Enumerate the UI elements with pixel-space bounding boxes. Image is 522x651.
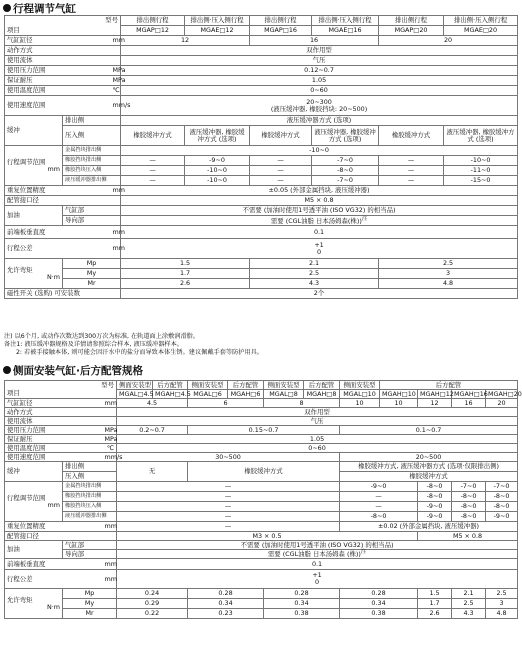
stroke-label-cell bbox=[5, 146, 63, 186]
stroke-cell: -15~0 bbox=[444, 176, 518, 186]
stroke-cell: — bbox=[121, 176, 185, 186]
stroke-cell: — bbox=[250, 166, 312, 176]
cushion-in-value: 橡胶缓冲方式 bbox=[121, 126, 185, 146]
model-cell: MGAH□12 bbox=[418, 390, 452, 399]
stroke-cell: — bbox=[379, 166, 444, 176]
model-cell: MGAH□8 bbox=[304, 390, 340, 399]
bore-value: 8 bbox=[264, 399, 340, 408]
moment-label: 允许弯矩 bbox=[7, 265, 33, 274]
moment-cell: 2.1 bbox=[452, 589, 486, 599]
model-cell: MGAH□10 bbox=[380, 390, 418, 399]
cushion-in-value: 橡胶缓冲方式 bbox=[250, 126, 312, 146]
temp-value: 0~60 bbox=[121, 86, 518, 96]
model-cell: MGAL□6 bbox=[188, 390, 228, 399]
stroke-cell: -9~0 bbox=[340, 482, 418, 492]
pressure-label: 使用压力范围 bbox=[5, 426, 103, 435]
stroke-cell: -10~0 bbox=[444, 156, 518, 166]
tol-zero: 0 bbox=[316, 247, 322, 256]
moment-cell: 0.28 bbox=[188, 589, 264, 599]
fluid-label: 使用流体 bbox=[5, 56, 121, 66]
moment-cell: 3 bbox=[486, 599, 518, 609]
mr-label: Mr bbox=[63, 279, 121, 289]
lube-cyl-part: 气缸部 bbox=[63, 206, 121, 216]
temp-label: 使用温度范围 bbox=[5, 444, 103, 453]
mp-label: Mp bbox=[63, 589, 117, 599]
bore-value: 20 bbox=[486, 399, 518, 408]
lube-cyl-value: 不需要 (加油时使用1号透平油 (ISO VG32) 的相当品) bbox=[121, 206, 518, 216]
model-cell: MGAP□20 bbox=[379, 26, 444, 36]
group-header: 侧面安装型 bbox=[264, 381, 304, 390]
stroke-cell: -11~0 bbox=[444, 166, 518, 176]
moment-label-cell bbox=[5, 589, 63, 619]
stroke-cell: — bbox=[340, 502, 418, 512]
moment-cell: 2.6 bbox=[418, 609, 452, 619]
stroke-cell: -8~0 bbox=[418, 482, 452, 492]
bore-value: 20 bbox=[379, 36, 518, 46]
stroke-metal-value: -10~0 bbox=[121, 146, 518, 156]
stroke-cell: — bbox=[121, 156, 185, 166]
moment-cell: 2.5 bbox=[250, 269, 379, 279]
proof-value: 1.05 bbox=[121, 76, 518, 86]
model-cell: MGAE□12 bbox=[185, 26, 250, 36]
note-line: 2: 若被手接触本体, 则可能会因汗水中的盐分而导致本体生锈。建议佩戴手套等防护用具。 bbox=[16, 349, 264, 357]
moment-cell: 0.34 bbox=[264, 599, 340, 609]
mp-label: Mp bbox=[63, 259, 121, 269]
group-header: 排出侧行程 bbox=[379, 16, 444, 26]
speed-value: 30~500 bbox=[117, 453, 340, 462]
stroke-cell: — bbox=[250, 176, 312, 186]
cushion-out-side: 排出侧 bbox=[63, 116, 121, 126]
repeat-cell: — bbox=[117, 522, 340, 532]
port-label: 配管接口径 bbox=[5, 532, 117, 541]
stroke-cell: — bbox=[250, 156, 312, 166]
rubber-in-label: 橡胶挡块压入侧 bbox=[63, 166, 121, 176]
rubber-in-label: 橡胶挡块压入侧 bbox=[63, 502, 117, 512]
moment-cell: 1.5 bbox=[121, 259, 250, 269]
bore-value: 12 bbox=[418, 399, 452, 408]
bore-unit: mm bbox=[112, 36, 125, 45]
cushion-label: 缓冲 bbox=[5, 462, 63, 482]
lube-cyl-part: 气缸部 bbox=[63, 541, 117, 550]
stroke-cell: — bbox=[117, 502, 340, 512]
port-value: M5 × 0.8 bbox=[121, 196, 518, 206]
moment-cell: 0.24 bbox=[117, 589, 188, 599]
cushion-out-value: 橡胶缓冲方式, 液压缓冲器方式 (选项·仅限排出侧) bbox=[340, 462, 518, 472]
proof-value: 1.05 bbox=[117, 435, 518, 444]
pressure-value: 0.1~0.7 bbox=[340, 426, 518, 435]
proof-label: 保证耐压 bbox=[5, 435, 103, 444]
group-header: 排出侧行程 bbox=[250, 16, 312, 26]
my-label: My bbox=[63, 269, 121, 279]
moment-cell: 2.1 bbox=[250, 259, 379, 269]
tol-label: 行程公差 bbox=[5, 239, 111, 259]
port-label: 配管接口径 bbox=[5, 196, 121, 206]
group-header: 排出侧·压入侧行程 bbox=[444, 16, 518, 26]
lube-guide-value: 需要 (CGL油脂 日本汤姆森 (株)) bbox=[267, 550, 361, 559]
port-value: M5 × 0.8 bbox=[418, 532, 518, 541]
stroke-label: 行程调节范围 bbox=[7, 157, 46, 166]
speed-unit: mm/s bbox=[111, 96, 121, 116]
stroke-cell: -9~0 bbox=[486, 512, 518, 522]
stroke-cell: — bbox=[121, 166, 185, 176]
lube-guide-cell bbox=[121, 216, 518, 226]
moment-cell: 2.5 bbox=[379, 259, 518, 269]
plate-label: 前端板垂直度 bbox=[5, 226, 111, 239]
stroke-cell: -7~0 bbox=[486, 482, 518, 492]
cushion-in-value: 橡胶缓冲方式 bbox=[340, 472, 518, 482]
bore-value: 16 bbox=[452, 399, 486, 408]
switch-value: 2个 bbox=[121, 289, 518, 299]
fluid-value: 气压 bbox=[121, 56, 518, 66]
lube-guide-part: 导向部 bbox=[63, 216, 121, 226]
moment-cell: 1.5 bbox=[418, 589, 452, 599]
stroke-cell: -8~0 bbox=[418, 492, 452, 502]
stroke-cell: -7~0 bbox=[312, 176, 379, 186]
speed-label: 使用速度范围 bbox=[5, 453, 103, 462]
hydro-out-label: 液压缓冲器排出侧 bbox=[63, 512, 117, 522]
stroke-cell: — bbox=[379, 156, 444, 166]
model-cell: MGAH□6 bbox=[228, 390, 264, 399]
moment-unit: N·m bbox=[46, 602, 60, 611]
cushion-in-side: 压入侧 bbox=[63, 472, 117, 482]
pressure-value: 0.2~0.7 bbox=[117, 426, 188, 435]
moment-cell: 1.7 bbox=[418, 599, 452, 609]
moment-cell: 0.23 bbox=[188, 609, 264, 619]
bore-value: 6 bbox=[188, 399, 264, 408]
moment-cell: 2.6 bbox=[121, 279, 250, 289]
pressure-value: 0.12~0.7 bbox=[121, 66, 518, 76]
model-cell: MGAH□16 bbox=[452, 390, 486, 399]
bullet-icon bbox=[3, 366, 11, 374]
lube-guide-value: 需要 (CGL油脂 日本汤姆森(株)) bbox=[270, 216, 362, 225]
repeat-value: ±0.05 (外部金属挡块, 液压缓冲器) bbox=[121, 186, 518, 196]
model-cell: MGAL□4.5 bbox=[117, 390, 153, 399]
group-header: 侧面安装型 bbox=[340, 381, 380, 390]
temp-label: 使用温度范围 bbox=[5, 86, 111, 96]
rubber-out-label: 橡胶挡块排出侧 bbox=[63, 156, 121, 166]
temp-unit: ℃ bbox=[112, 86, 120, 95]
proof-unit: MPa bbox=[104, 434, 118, 443]
action-label: 动作方式 bbox=[5, 46, 121, 56]
lube-note: 注 bbox=[361, 215, 368, 222]
stroke-cell: -8~0 bbox=[452, 492, 486, 502]
stroke-cell: -8~0 bbox=[486, 492, 518, 502]
lube-cyl-value: 不需要 (加油时使用1号透平油 (ISO VG32) 的相当品) bbox=[117, 541, 518, 550]
cushion-in-side: 压入侧 bbox=[63, 126, 121, 146]
stroke-cell: — bbox=[117, 492, 340, 502]
section-title-side-mount: 侧面安装气缸·后方配管规格 bbox=[3, 363, 143, 378]
stroke-cell: — bbox=[340, 492, 418, 502]
model-cell: MGAL□8 bbox=[264, 390, 304, 399]
repeat-unit: mm bbox=[104, 522, 117, 531]
temp-unit: ℃ bbox=[103, 444, 117, 453]
tol-zero: 0 bbox=[314, 578, 320, 586]
moment-cell: 0.38 bbox=[340, 609, 418, 619]
repeat-value: ±0.02 (外部金属挡块, 液压缓冲器) bbox=[340, 522, 518, 532]
note-line: 备注1: 液压缓冲器规格及详情请参照综合样本, 液压缓冲器样本。 bbox=[4, 341, 183, 349]
bore-unit: mm bbox=[104, 398, 117, 407]
repeat-unit: mm bbox=[112, 186, 125, 195]
action-value: 双作用型 bbox=[117, 408, 518, 417]
group-header: 排出侧行程 bbox=[121, 16, 185, 26]
proof-unit: MPa bbox=[112, 76, 126, 85]
stroke-cell: -7~0 bbox=[452, 482, 486, 492]
lube-label: 加油 bbox=[5, 206, 63, 226]
rubber-out-label: 橡胶挡块排出侧 bbox=[63, 492, 117, 502]
spec-table-side-mount bbox=[4, 380, 522, 619]
model-label: 型号 bbox=[5, 381, 117, 390]
cushion-out-value: 液压缓冲器方式 (选项) bbox=[121, 116, 518, 126]
stroke-cell: -8~0 bbox=[486, 502, 518, 512]
bore-value: 10 bbox=[380, 399, 418, 408]
moment-cell: 4.3 bbox=[452, 609, 486, 619]
stroke-cell: -7~0 bbox=[312, 156, 379, 166]
metal-stopper-label: 金属挡块排出侧 bbox=[63, 146, 121, 156]
temp-value: 0~60 bbox=[117, 444, 518, 453]
repeat-label: 重复位置精度 bbox=[5, 522, 103, 532]
action-value: 双作用型 bbox=[121, 46, 518, 56]
moment-cell: 4.3 bbox=[250, 279, 379, 289]
bore-label: 气缸缸径 bbox=[5, 399, 103, 408]
my-label: My bbox=[63, 599, 117, 609]
lube-guide-cell bbox=[117, 550, 518, 559]
bullet-icon bbox=[3, 4, 11, 12]
stroke-cell: -8~0 bbox=[312, 166, 379, 176]
lube-note: 注 bbox=[360, 549, 367, 556]
moment-unit: N·m bbox=[46, 272, 60, 281]
group-header: 后方配管 bbox=[380, 381, 518, 390]
plate-unit: mm bbox=[104, 559, 117, 568]
group-header: 后方配管 bbox=[228, 381, 264, 390]
stroke-label: 行程调节范围 bbox=[7, 493, 46, 502]
tol-plus: +1 bbox=[312, 571, 322, 580]
speed-unit: mm/s bbox=[104, 452, 123, 461]
plate-unit: mm bbox=[111, 226, 121, 239]
group-header: 侧面安装型 bbox=[188, 381, 228, 390]
fluid-value: 气压 bbox=[117, 417, 518, 426]
stroke-cell: -10~0 bbox=[185, 166, 250, 176]
model-cell: MGAE□16 bbox=[312, 26, 379, 36]
model-label: 型号 bbox=[5, 16, 121, 26]
stroke-cell: -9~0 bbox=[418, 512, 452, 522]
bore-value: 12 bbox=[121, 36, 250, 46]
moment-cell: 0.28 bbox=[340, 589, 418, 599]
pressure-unit: MPa bbox=[104, 425, 118, 434]
stroke-unit: mm bbox=[47, 164, 60, 173]
bore-value: 10 bbox=[340, 399, 380, 408]
plate-label: 前端板垂直度 bbox=[5, 559, 103, 570]
model-cell: MGAH□4.5 bbox=[153, 390, 188, 399]
lube-guide-part: 导向部 bbox=[63, 550, 117, 559]
moment-cell: 0.38 bbox=[264, 609, 340, 619]
cushion-in-value: 液压缓冲器, 橡胶缓冲方式 (选项) bbox=[185, 126, 250, 146]
plate-value: 0.1 bbox=[121, 226, 518, 239]
cushion-none: 无 bbox=[117, 462, 188, 482]
tol-value bbox=[121, 239, 518, 259]
stroke-cell: -9~0 bbox=[185, 156, 250, 166]
tol-value bbox=[117, 570, 518, 589]
stroke-unit: mm bbox=[47, 500, 60, 509]
stroke-cell: -10~0 bbox=[185, 176, 250, 186]
pressure-unit: MPa bbox=[112, 66, 126, 75]
cushion-rubber: 橡胶缓冲方式 bbox=[188, 462, 340, 482]
moment-cell: 4.8 bbox=[486, 609, 518, 619]
mr-label: Mr bbox=[63, 609, 117, 619]
pressure-label: 使用压力范围 bbox=[5, 66, 111, 76]
cushion-label: 缓冲 bbox=[5, 116, 63, 146]
moment-cell: 0.34 bbox=[340, 599, 418, 609]
cushion-in-value: 橡胶缓冲方式 bbox=[379, 126, 444, 146]
model-cell: MGAH□20 bbox=[486, 390, 518, 399]
stroke-label-cell bbox=[5, 482, 63, 522]
group-header: 排出侧·压入侧行程 bbox=[312, 16, 379, 26]
group-header: 排出侧·压入侧行程 bbox=[185, 16, 250, 26]
hydro-out-label: 液压缓冲器排出侧 bbox=[63, 176, 121, 186]
bore-value: 16 bbox=[250, 36, 379, 46]
moment-label-cell bbox=[5, 259, 63, 289]
stroke-cell: -8~0 bbox=[340, 512, 418, 522]
proof-label: 保证耐压 bbox=[5, 76, 111, 86]
bore-value: 4.5 bbox=[117, 399, 188, 408]
note-line: 注) 以6个月, 或动作次数达到300万次为标准, 在轨道面上涂敷润滑脂。 bbox=[4, 333, 200, 340]
cushion-out-side: 排出侧 bbox=[63, 462, 117, 472]
moment-cell: 2.5 bbox=[486, 589, 518, 599]
group-header: 后方配管 bbox=[304, 381, 340, 390]
item-label: 项目 bbox=[5, 26, 121, 36]
metal-stopper-label: 金属挡块排出侧 bbox=[63, 482, 117, 492]
speed-main: 20~300 bbox=[306, 97, 332, 106]
switch-label: 磁性开关 (选购) 可安装数 bbox=[5, 289, 121, 299]
port-value: M3 × 0.5 bbox=[117, 532, 418, 541]
cushion-in-value: 液压缓冲器, 橡胶缓冲方式 (选项) bbox=[312, 126, 379, 146]
speed-value: 20~500 bbox=[340, 453, 518, 462]
moment-label: 允许弯矩 bbox=[7, 595, 33, 604]
notes bbox=[4, 333, 263, 358]
pressure-value: 0.15~0.7 bbox=[188, 426, 340, 435]
repeat-label: 重复位置精度 bbox=[5, 186, 111, 196]
item-label: 项目 bbox=[5, 390, 117, 399]
section-title-stroke-adjust: 行程调节气缸 bbox=[3, 1, 76, 16]
moment-cell: 4.8 bbox=[379, 279, 518, 289]
stroke-cell: -8~0 bbox=[452, 512, 486, 522]
moment-cell: 2.5 bbox=[452, 599, 486, 609]
moment-cell: 0.34 bbox=[188, 599, 264, 609]
cushion-in-value: 液压缓冲器, 橡胶缓冲方式 (选项) bbox=[444, 126, 518, 146]
moment-cell: 0.22 bbox=[117, 609, 188, 619]
tol-plus: +1 bbox=[314, 240, 324, 249]
speed-value bbox=[121, 96, 518, 116]
tol-unit: mm bbox=[103, 570, 117, 589]
fluid-label: 使用流体 bbox=[5, 417, 117, 426]
tol-unit: mm bbox=[111, 239, 121, 259]
stroke-cell: -8~0 bbox=[452, 502, 486, 512]
speed-sub: (液压缓冲器, 橡胶挡块: 20~500) bbox=[270, 104, 368, 113]
lube-label: 加油 bbox=[5, 541, 63, 559]
plate-value: 0.1 bbox=[117, 559, 518, 570]
group-header: 后方配管 bbox=[153, 381, 188, 390]
moment-cell: 1.7 bbox=[121, 269, 250, 279]
moment-cell: 3 bbox=[379, 269, 518, 279]
tol-label: 行程公差 bbox=[5, 570, 103, 589]
spec-table-stroke-adjust bbox=[4, 15, 518, 299]
stroke-cell: — bbox=[379, 176, 444, 186]
moment-cell: 0.28 bbox=[264, 589, 340, 599]
action-label: 动作方式 bbox=[5, 408, 117, 417]
model-cell: MGAP□12 bbox=[121, 26, 185, 36]
group-header: 侧面安装型 bbox=[117, 381, 153, 390]
stroke-cell: -9~0 bbox=[418, 502, 452, 512]
stroke-cell: — bbox=[117, 482, 340, 492]
model-cell: MGAP□16 bbox=[250, 26, 312, 36]
speed-label: 使用速度范围 bbox=[5, 96, 111, 116]
stroke-cell: — bbox=[117, 512, 340, 522]
bore-label: 气缸缸径 bbox=[5, 36, 111, 46]
model-cell: MGAE□20 bbox=[444, 26, 518, 36]
model-cell: MGAL□10 bbox=[340, 390, 380, 399]
moment-cell: 0.29 bbox=[117, 599, 188, 609]
